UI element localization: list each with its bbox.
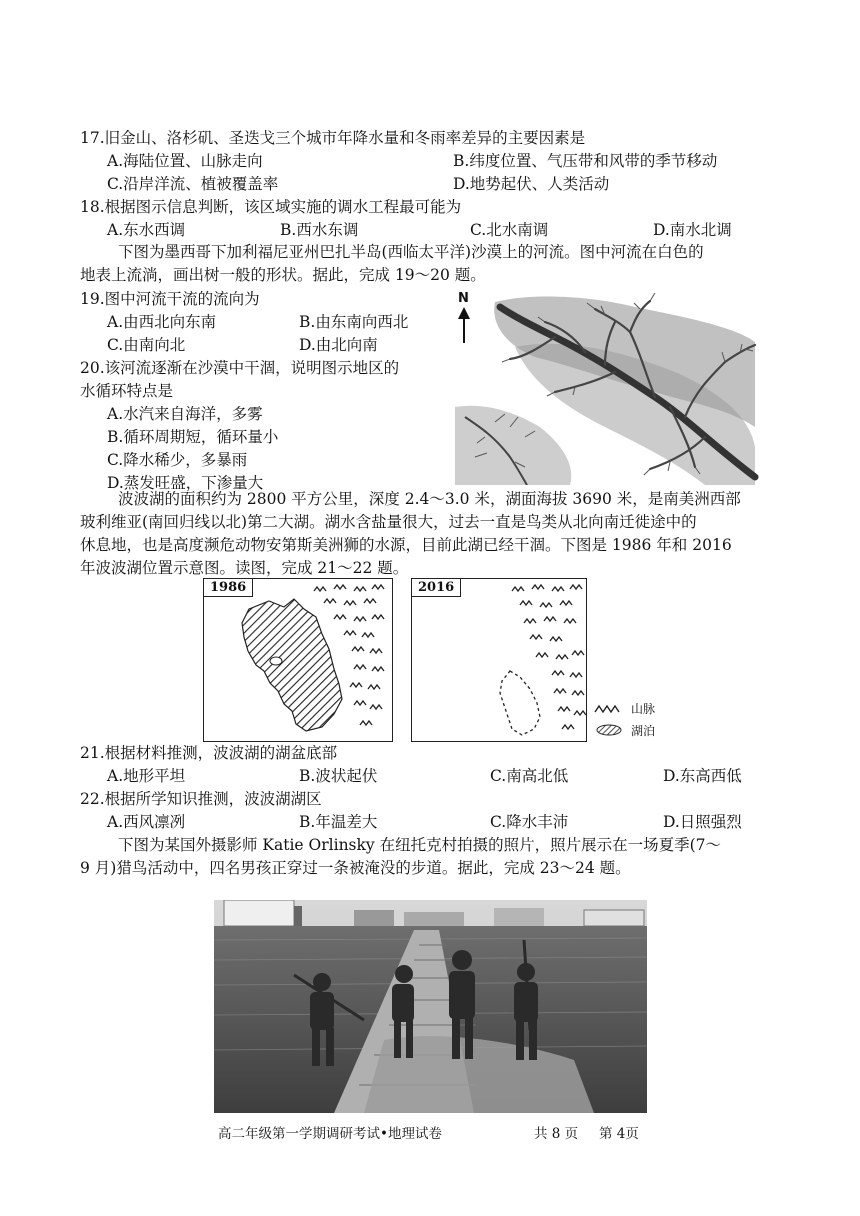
legend-mountain-label: 山脉 bbox=[631, 702, 656, 716]
q19-option-a: A.由西北向东南 bbox=[107, 313, 217, 331]
q22-option-a: A.西风凛冽 bbox=[107, 813, 186, 831]
map-2016 bbox=[411, 578, 587, 742]
flooded-boardwalk-svg bbox=[214, 900, 647, 1113]
footer-total-pages: 共 8 页 bbox=[534, 1126, 579, 1142]
q20-option-a: A.水汽来自海洋，多雾 bbox=[107, 405, 263, 423]
q19-option-b: B.由东南向西北 bbox=[299, 313, 409, 331]
q17-option-c: C.沿岸洋流、植被覆盖率 bbox=[107, 175, 279, 193]
q21-option-a: A.地形平坦 bbox=[107, 767, 186, 785]
mountain-symbols-1986 bbox=[204, 579, 392, 741]
map-legend bbox=[593, 700, 663, 740]
intro-19-20-line1: 下图为墨西哥下加利福尼亚州巴扎半岛(西临太平洋)沙漠上的河流。图中河流在白色的 bbox=[118, 243, 704, 261]
intro-23-24-line2: 9 月)猎鸟活动中，四名男孩正穿过一条被淹没的步道。据此，完成 23～24 题。 bbox=[80, 859, 631, 877]
q17-option-a: A.海陆位置、山脉走向 bbox=[107, 152, 263, 170]
river-tree-photo bbox=[455, 287, 760, 485]
q21-option-d: D.东高西低 bbox=[663, 767, 742, 785]
q17-option-b: B.纬度位置、气压带和风带的季节移动 bbox=[453, 152, 718, 170]
q19-option-d: D.由北向南 bbox=[299, 336, 378, 354]
q22-option-b: B.年温差大 bbox=[299, 813, 378, 831]
q19-stem: 19.图中河流干流的流向为 bbox=[80, 290, 260, 308]
q18-stem: 18.根据图示信息判断，该区域实施的调水工程最可能为 bbox=[80, 198, 462, 216]
q21-option-b: B.波状起伏 bbox=[299, 767, 378, 785]
lake-legend-icon bbox=[595, 724, 623, 736]
q20-option-c: C.降水稀少，多暴雨 bbox=[107, 451, 248, 469]
q19-option-c: C.由南向北 bbox=[107, 336, 186, 354]
q20-stem-line2: 水循环特点是 bbox=[80, 382, 174, 400]
q20-option-d: D.蒸发旺盛，下渗量大 bbox=[107, 474, 264, 492]
q18-option-b: B.西水东调 bbox=[280, 221, 359, 239]
q22-stem: 22.根据所学知识推测，波波湖湖区 bbox=[80, 790, 322, 808]
q17-option-d: D.地势起伏、人类活动 bbox=[453, 175, 610, 193]
footer-exam-title: 高二年级第一学期调研考试•地理试卷 bbox=[218, 1126, 442, 1142]
q17-stem: 17.旧金山、洛杉矶、圣迭戈三个城市年降水量和冬雨率差异的主要因素是 bbox=[80, 129, 586, 147]
q20-option-b: B.循环周期短，循环量小 bbox=[107, 428, 279, 446]
intro-21-22-line1: 波波湖的面积约为 2800 平方公里，深度 2.4～3.0 米，湖面海拔 3690 米，是南美洲西部 bbox=[118, 490, 741, 508]
q18-option-c: C.北水南调 bbox=[470, 221, 549, 239]
q20-stem-line1: 20.该河流逐渐在沙漠中干涸，说明图示地区的 bbox=[80, 359, 400, 377]
legend-lake-label: 湖泊 bbox=[631, 724, 656, 738]
intro-21-22-line4: 年波波湖位置示意图。读图，完成 21～22 题。 bbox=[80, 559, 409, 577]
intro-23-24-line1: 下图为某国外摄影师 Katie Orlinsky 在纽托克村拍摄的照片，照片展示在一场夏季(7～ bbox=[118, 836, 721, 854]
map-2016-svg bbox=[412, 579, 586, 741]
map-2016-year: 2016 bbox=[412, 579, 461, 597]
north-arrow-icon bbox=[457, 307, 471, 343]
q18-option-d: D.南水北调 bbox=[653, 221, 732, 239]
intro-21-22-line3: 休息地，也是高度濒危动物安第斯美洲狮的水源，目前此湖已经干涸。下图是 1986 年和 2016 bbox=[80, 536, 732, 554]
map-1986 bbox=[203, 578, 393, 742]
q21-option-c: C.南高北低 bbox=[490, 767, 569, 785]
q21-stem: 21.根据材料推测，波波湖的湖盆底部 bbox=[80, 744, 338, 762]
river-photo-svg bbox=[455, 287, 760, 485]
mountain-legend-icon bbox=[593, 702, 623, 714]
q22-option-d: D.日照强烈 bbox=[663, 813, 742, 831]
compass-label: N bbox=[458, 291, 469, 306]
map-1986-year: 1986 bbox=[204, 579, 253, 597]
q18-option-a: A.东水西调 bbox=[107, 221, 186, 239]
footer-page-number: 第 4页 bbox=[599, 1126, 639, 1142]
intro-19-20-line2: 地表上流淌，画出树一般的形状。据此，完成 19～20 题。 bbox=[80, 266, 486, 284]
flooded-boardwalk-photo bbox=[214, 900, 647, 1113]
intro-21-22-line2: 玻利维亚(南回归线以北)第二大湖。湖水含盐量很大，过去一直是鸟类从北向南迁徙途中的 bbox=[80, 513, 697, 531]
q22-option-c: C.降水丰沛 bbox=[490, 813, 569, 831]
